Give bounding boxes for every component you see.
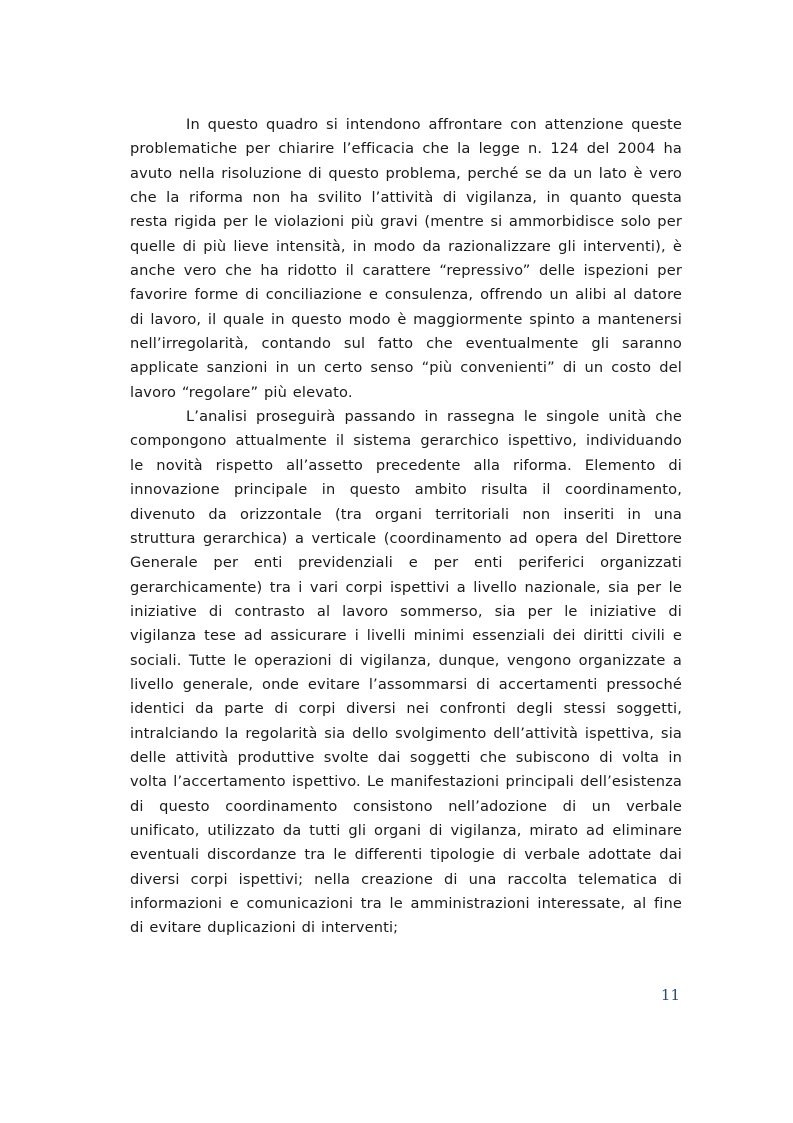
paragraph-1: In questo quadro si intendono affrontare con attenzione queste problematiche per chiarire l’efficacia che la legge n. 124 del 2004 ha avuto nella risoluzione di questo problema, perché se da un lato è vero che la riforma non ha svilito l’attività di vigilanza, in quanto questa resta rigida per le violazioni più gravi (mentre si ammorbidisce solo per quelle di più lieve intensità, in modo da razionalizzare gli interventi), è anche vero che ha ridotto il carattere “repressivo” delle ispezioni per favorire forme di conciliazione e consulenza, offrendo un alibi al datore di lavoro, il quale in questo modo è maggiormente spinto a mantenersi nell’irregolarità, contando sul fatto che eventualmente gli saranno applicate sanzioni in un certo senso “più convenienti” di un costo del lavoro “regolare” più elevato. [130,116,682,401]
paragraph-2: L’analisi proseguirà passando in rassegna le singole unità che compongono attualmente il sistema gerarchico ispettivo, individuando le novità rispetto all’assetto precedente alla riforma. Elemento di innovazione principale in questo ambito risulta il coordinamento, divenuto da orizzontale (tra organi territoriali non inseriti in una struttura gerarchica) a verticale (coordinamento ad opera del Direttore Generale per enti previdenziali e per enti periferici organizzati gerarchicamente) tra i vari corpi ispettivi a livello nazionale, sia per le iniziative di contrasto al lavoro sommerso, sia per le iniziative di vigilanza tese ad assicurare i livelli minimi essenziali dei diritti civili e sociali. Tutte le operazioni di vigilanza, dunque, vengono organizzate a livello generale, onde evitare l’assommarsi di accertamenti pressoché identici da parte di corpi diversi nei confronti degli stessi soggetti, intralciando la regolarità sia dello svolgimento dell’attività ispettiva, sia delle attività produttive svolte dai soggetti che subiscono di volta in volta l’accertamento ispettivo. Le manifestazioni principali dell’esistenza di questo coordinamento consistono nell’adozione di un verbale unificato, utilizzato da tutti gli organi di vigilanza, mirato ad eliminare eventuali discordanze tra le differenti tipologie di verbale adottate dai diversi corpi ispettivi; nella creazione di una raccolta telematica di informazioni e comunicazioni tra le amministrazioni interessate, al fine di evitare duplicazioni di interventi; [130,408,682,937]
page-number: 11 [660,986,680,1004]
body-text [130,113,682,941]
